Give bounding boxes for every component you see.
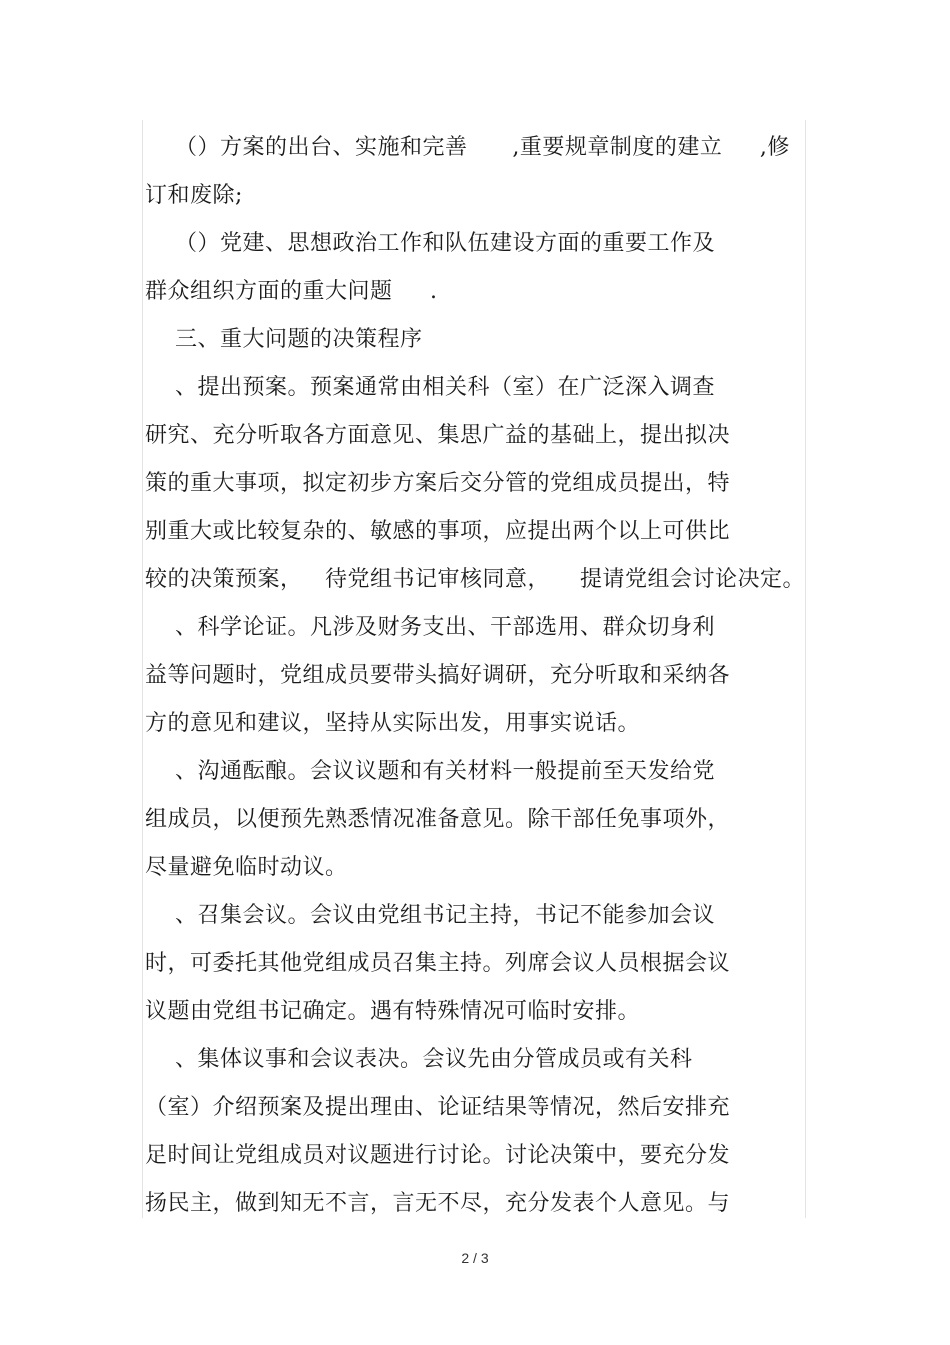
text-line: 益等问题时，党组成员要带头搞好调研，充分听取和采纳各 [145, 663, 731, 688]
text-line: 群众组织方面的重大问题 . [145, 279, 438, 304]
text-line: 研究、充分听取各方面意见、集思广益的基础上，提出拟决 [145, 423, 731, 448]
text-line: （）方案的出台、实施和完善 ,重要规章制度的建立 ,修 [145, 135, 790, 160]
text-line: 策的重大事项，拟定初步方案后交分管的党组成员提出，特 [145, 471, 731, 496]
text-line: 议题由党组书记确定。遇有特殊情况可临时安排。 [145, 999, 641, 1024]
text-line: （室）介绍预案及提出理由、论证结果等情况，然后安排充 [145, 1095, 731, 1120]
text-line: 订和废除; [145, 183, 243, 208]
text-line: 、沟通酝酿。会议议题和有关材料一般提前至天发给党 [145, 759, 715, 784]
text-line: 尽量避免临时动议。 [145, 855, 348, 880]
text-line: 足时间让党组成员对议题进行讨论。讨论决策中，要充分发 [145, 1143, 731, 1168]
text-line: 、召集会议。会议由党组书记主持，书记不能参加会议 [145, 903, 715, 928]
page-number: 2 / 3 [461, 1250, 489, 1266]
text-line: 扬民主，做到知无不言，言无不尽，充分发表个人意见。与 [145, 1191, 731, 1216]
text-line: 较的决策预案， 待党组书记审核同意， 提请党组会讨论决定。 [145, 567, 805, 592]
text-line: 、集体议事和会议表决。会议先由分管成员或有关科 [145, 1047, 693, 1072]
text-line: （）党建、思想政治工作和队伍建设方面的重要工作及 [145, 231, 715, 256]
text-line: 时，可委托其他党组成员召集主持。列席会议人员根据会议 [145, 951, 731, 976]
text-line: 、科学论证。凡涉及财务支出、干部选用、群众切身利 [145, 615, 715, 640]
text-line: 方的意见和建议，坚持从实际出发，用事实说话。 [145, 711, 641, 736]
text-line: 、提出预案。预案通常由相关科（室）在广泛深入调查 [145, 375, 715, 400]
text-line: 别重大或比较复杂的、敏感的事项，应提出两个以上可供比 [145, 519, 731, 544]
text-line: 组成员，以便预先熟悉情况准备意见。除干部任免事项外， [145, 807, 731, 832]
section-heading: 三、重大问题的决策程序 [145, 327, 423, 352]
